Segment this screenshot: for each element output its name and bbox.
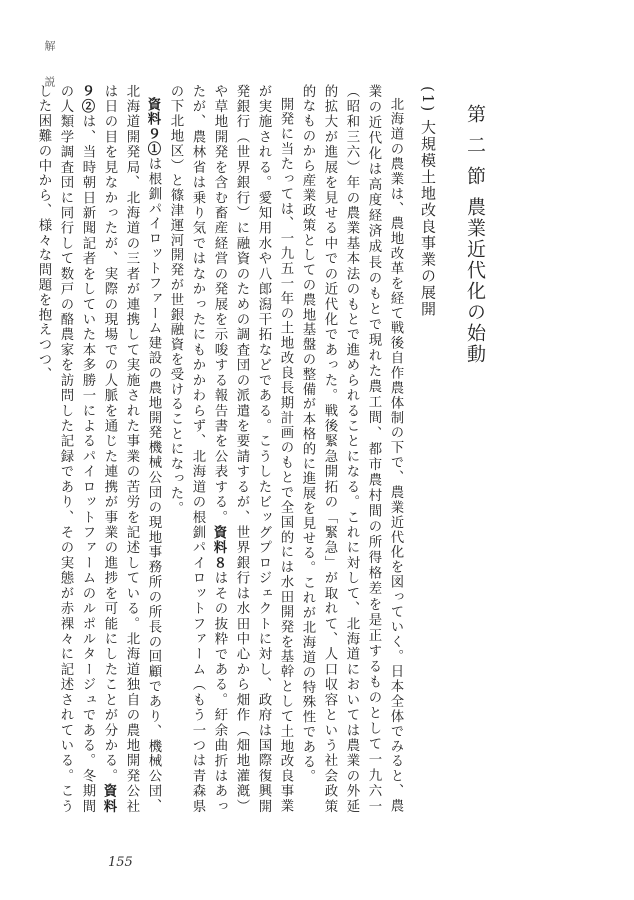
page-number: 155 [108, 855, 133, 870]
paragraph-3 [32, 84, 164, 814]
paragraph-text: はその抜粋である。紆余曲折はあったが、農林省は乗り気ではなかったにもかかわらず、北海道の根釧パイロットファーム（もう一つは青森県の下北地区）と篠津運河開発が世銀融資を受けることになった。 [168, 84, 227, 815]
section-number: 第二節 [464, 104, 486, 197]
body-text [36, 84, 490, 815]
paragraph-text: は根釧パイロットファーム建設の農地開発機械公団の現地事務所の所長の回顧であり、機械公団、北海道開発局、北海道の三者が連携して実施された事業の苦労を記述している。北海道独自の農地開発公社は日の目を見なかったが、実際の現場での人脈を通じた連携が事業の進捗を可能にしたことが分かる。 [102, 84, 161, 814]
running-head: 解 説 [43, 40, 56, 94]
paragraph-text: 開発に当たっては、一九五一年の土地改良長期計画のもとで全国的には水田開発を基幹として土地改良事業が実施される。愛知用水や八郎潟干拓などである。こうしたビッグプロジェクトに対し、政府は国際復興開発銀行（世界銀行）に融資のための調査団の派遣を要請するが、世界銀行は水田中心から畑作（畑地灌漑）や草地開発を含む畜産経営の発展を示唆する報告書を公表する。 [212, 84, 293, 814]
section-title [460, 84, 490, 814]
paragraph-text: 北海道の農業は、農地改革を経て戦後自作農体制の下で、農業近代化を図っていく。日本全体でみると、農業の近代化は高度経済成長のもとで現れた農工間、都市農村間の所得格差を是正するものとして一九六一（昭和三六）年の農業基本法のもとで進められることになる。これに対して、北海道においては農業の外延的拡大が進展を見せる中での近代化であった。戦後緊急開拓の「緊急」が取れて、人口収容という社会政策的なものから産業政策としての農地基盤の整備が本格的に進展を見せる。これが北海道の特殊性である。 [300, 84, 403, 814]
subsection-heading-text: 大規模土地改良事業の展開 [419, 119, 437, 318]
document-reference-9-2: 資料９② [79, 84, 117, 814]
document-reference-9-1: 資料９① [145, 97, 161, 158]
paragraph-1 [296, 84, 406, 814]
section-heading-text: 農業近代化の始動 [464, 197, 486, 365]
subsection-title [416, 84, 440, 814]
paragraph-text: は、当時朝日新聞記者をしていた本多勝一によるパイロットファームのルポルタージュである。冬期間の人類学調査団に同行して数戸の酪農家を訪問した記録であり、その実態が赤裸々に記述されている。こうした困難の中から、様々な問題を抱えつつ、 [36, 84, 95, 814]
subsection-number: (1) [419, 86, 437, 114]
document-reference-8: 資料８ [211, 525, 227, 571]
paragraph-2 [164, 84, 296, 814]
